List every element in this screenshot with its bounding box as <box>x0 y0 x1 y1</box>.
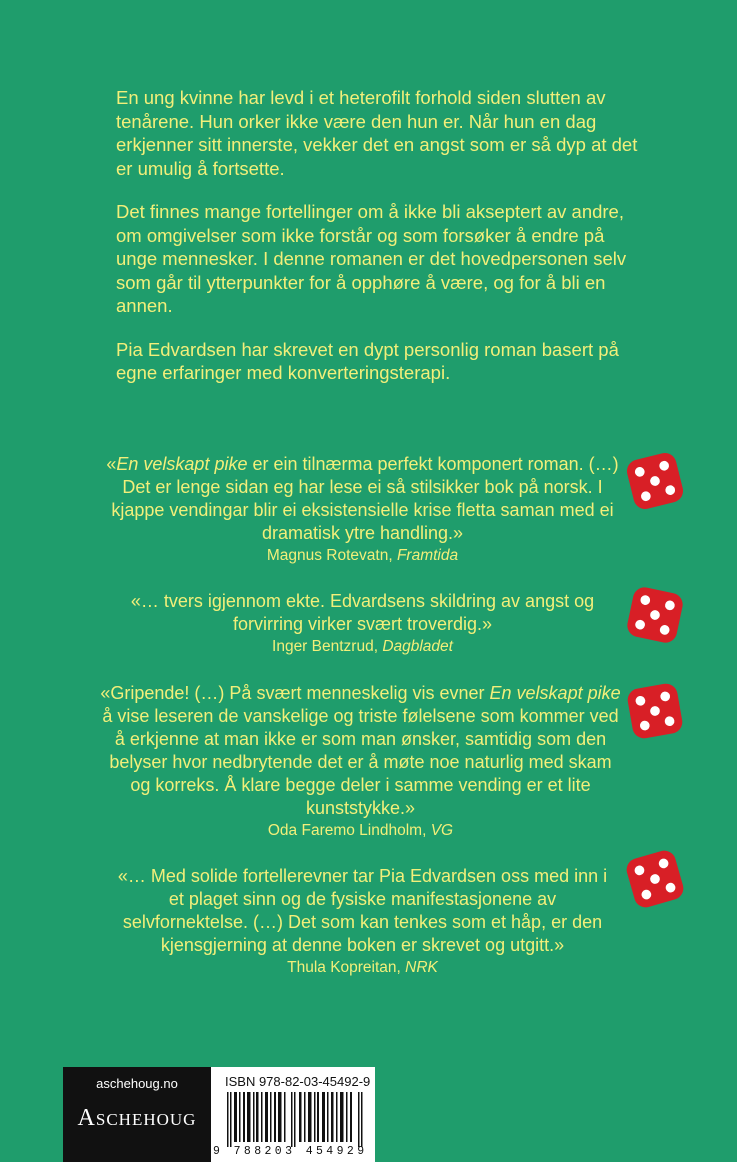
blurb-paragraph-3: Pia Edvardsen har skrevet en dypt personlig roman basert på egne erfaringer med konverteringsterapi. <box>116 338 619 383</box>
blurb-paragraph-2: Det finnes mange fortellinger om å ikke bli akseptert av andre, om omgivelser som ikke forstår og som forsøker å endre på unge mennesker. I denne romanen er det hovedpersonen selv som går til ytterpunkter for å opphøre å være, og for å bli en annen. <box>116 201 627 316</box>
die-rating-icon <box>626 682 684 740</box>
review-book-title: En velskapt pike <box>489 683 621 703</box>
barcode-area <box>63 1067 375 1162</box>
barcode-icon <box>225 1092 365 1147</box>
die-rating-icon <box>626 452 684 510</box>
blurb-paragraph-1: En ung kvinne har levd i et heterofilt forhold siden slutten av tenårene. Hun orker ikke være den hun er. Når hun en dag erkjenner sitt innerste, vekker det en angst som er så dyp at det er umulig å fortsette. <box>116 87 638 179</box>
review-quote-2: «… tvers igjennom ekte. Edvardsens skildring av angst og forvirring virker svært troverdig.» Inger Bentzrud, Dagbladet <box>120 590 605 658</box>
isbn-panel <box>211 1067 375 1162</box>
review-quote-1: «En velskapt pike er ein tilnærma perfekt komponert roman. (…) Det er lenge sidan eg har lese ei så stilsikker bok på norsk. I kjappe vendingar blir ei eksistensielle krise fletta saman med ei dramatisk ytre handling.» Magnus Rotevatn, Framtida <box>100 453 625 567</box>
isbn-label: ISBN 978-82-03-45492-9 <box>225 1074 371 1089</box>
publisher-panel <box>63 1067 211 1162</box>
publisher-url: aschehoug.no <box>96 1076 178 1091</box>
review-quote-4: «… Med solide fortellerevner tar Pia Edvardsen oss med inn i et plaget sinn og de fysiske manifestasjonene av selvfornektelse. (…) Det som kan tenkes som et håp, er den kjensgjerning at denne boken er skrevet og utgitt.» Thula Kopreitan, NRK <box>110 865 615 979</box>
review-source-2: Inger Bentzrud, Dagbladet <box>272 638 453 655</box>
review-source-3: Oda Faremo Lindholm, VG <box>267 822 454 839</box>
die-rating-icon <box>626 850 684 908</box>
barcode-digits: 9 788203 454929 <box>213 1145 368 1158</box>
back-cover-blurb <box>116 86 646 405</box>
die-rating-icon <box>626 586 684 644</box>
review-source-4: Thula Kopreitan, NRK <box>287 959 438 976</box>
review-source-1: Magnus Rotevatn, Framtida <box>266 547 459 564</box>
review-quote-3: «Gripende! (…) På svært menneskelig vis evner En velskapt pike å vise leseren de vanskelige og triste følelsene som kommer ved å erkjenne at man ikke er som man ønsker, samtidig som den belyser hvor nedbrytende det er å møte noe naturlig med skam og korreks. Å klare begge deler i samme vending er et lite kunststykke.» Oda Faremo Lindholm, VG <box>98 682 623 842</box>
publisher-logo: Aschehoug <box>77 1105 197 1131</box>
review-book-title: En velskapt pike <box>116 454 248 474</box>
